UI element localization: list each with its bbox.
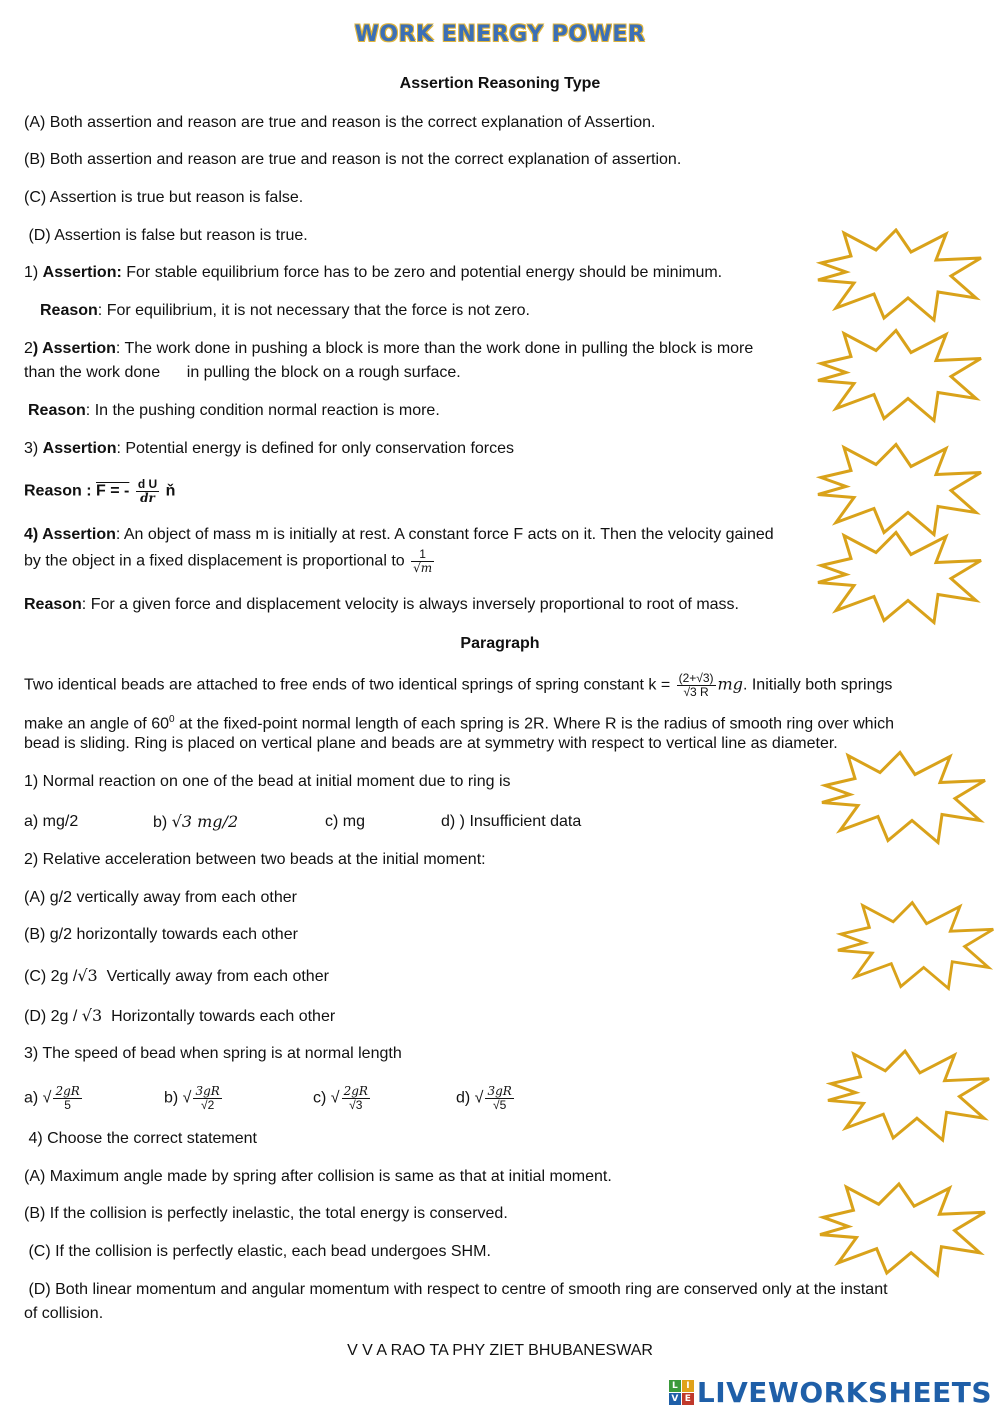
- answer-dropzone-8[interactable]: [818, 1180, 990, 1280]
- option-c: (C) Assertion is true but reason is false.: [24, 189, 304, 206]
- answer-dropzone-7[interactable]: [826, 1046, 994, 1146]
- pq1-option-c: c) mg: [325, 813, 365, 830]
- section-heading: Assertion Reasoning Type: [399, 75, 601, 92]
- answer-dropzone-6[interactable]: [836, 896, 998, 996]
- pq1-option-b: b) √3 mg/2: [153, 812, 239, 831]
- logo-badge-icon: L I V E: [669, 1380, 694, 1405]
- q2-assertion-cont: than the work done in pulling the block on a rough surface.: [24, 364, 461, 381]
- pq4-option-c: (C) If the collision is perfectly elastic, each bead undergoes SHM.: [24, 1243, 491, 1260]
- q3-assertion: 3) Assertion: Potential energy is defined for only conservation forces: [24, 440, 515, 457]
- option-a: (A) Both assertion and reason are true and reason is the correct explanation of Assertion.: [24, 114, 656, 131]
- pq3-question: 3) The speed of bead when spring is at normal length: [24, 1045, 402, 1062]
- paragraph-line-1: Two identical beads are attached to free ends of two identical springs of spring constant k = $\frac{(2+√3)}{√3 R}$ mg. Initially both springs: [24, 671, 893, 699]
- pq2-question: 2) Relative acceleration between two beads at the initial moment:: [24, 851, 486, 868]
- page-title: WORK ENERGY POWER: [354, 22, 646, 47]
- paragraph-heading: Paragraph: [460, 635, 540, 652]
- option-d: (D) Assertion is false but reason is true.: [28, 227, 308, 244]
- pq1-option-a: a) mg/2: [24, 813, 79, 830]
- pq3-option-b: b) √ $\frac{3gR}{√2}$: [164, 1084, 220, 1112]
- q1-reason: Reason: For equilibrium, it is not necessary that the force is not zero.: [40, 302, 530, 319]
- pq2-option-d: (D) 2g / √3 Horizontally towards each other: [24, 1006, 336, 1025]
- pq4-option-d: (D) Both linear momentum and angular momentum with respect to centre of smooth ring are conserved only at the instant: [24, 1281, 888, 1298]
- author-credit: V V A RAO TA PHY ZIET BHUBANESWAR: [347, 1342, 653, 1359]
- pq3-option-c: c) √ $\frac{2gR}{√3}$: [313, 1084, 368, 1112]
- q4-assertion-cont: by the object in a fixed displacement is proportional to $\frac{1}{√m}$: [24, 547, 433, 575]
- answer-dropzone-5[interactable]: [820, 748, 990, 848]
- pq1-question: 1) Normal reaction on one of the bead at initial moment due to ring is: [24, 773, 511, 790]
- pq3-option-a: a) √ $\frac{2gR}{5}$: [24, 1084, 80, 1112]
- pq4-option-a: (A) Maximum angle made by spring after collision is same as that at initial moment.: [24, 1168, 612, 1185]
- q4-reason: Reason: For a given force and displacement velocity is always inversely proportional to root of mass.: [24, 596, 739, 613]
- paragraph-line-3: bead is sliding. Ring is placed on vertical plane and beads are at symmetry with respect to vertical line as diameter.: [24, 735, 838, 752]
- pq4-option-d-cont: of collision.: [24, 1305, 104, 1322]
- option-b: (B) Both assertion and reason are true and reason is not the correct explanation of assertion.: [24, 151, 682, 168]
- q2-assertion: 2) Assertion: The work done in pushing a block is more than the work done in pulling the block is more: [24, 340, 754, 357]
- q3-reason: Reason : F = - $\frac{\text{d U}}{dr}$ ň: [24, 477, 176, 505]
- pq4-question: 4) Choose the correct statement: [24, 1130, 257, 1147]
- answer-dropzone-3[interactable]: [816, 440, 986, 540]
- liveworksheets-logo: [669, 1376, 992, 1409]
- pq2-option-b: (B) g/2 horizontally towards each other: [24, 926, 298, 943]
- pq1-option-d: d) ) Insufficient data: [441, 813, 582, 830]
- q1-assertion: 1) Assertion: For stable equilibrium force has to be zero and potential energy should be minimum.: [24, 264, 723, 281]
- pq2-option-c: (C) 2g /√3 Vertically away from each other: [24, 966, 329, 985]
- answer-dropzone-2[interactable]: [816, 326, 986, 426]
- logo-text: LIVEWORKSHEETS: [696, 1376, 992, 1409]
- pq4-option-b: (B) If the collision is perfectly inelastic, the total energy is conserved.: [24, 1205, 508, 1222]
- paragraph-line-2: make an angle of $60^0$ at the fixed-point normal length of each spring is 2R. Where R is the radius of smooth ring over which: [24, 714, 895, 733]
- q2-reason: Reason: In the pushing condition normal reaction is more.: [28, 402, 440, 419]
- answer-dropzone-4[interactable]: [816, 528, 986, 628]
- pq3-option-d: d) √ $\frac{3gR}{√5}$: [456, 1084, 512, 1112]
- q4-assertion: 4) Assertion: An object of mass m is initially at rest. A constant force F acts on it. Then the velocity gained: [24, 526, 774, 543]
- pq2-option-a: (A) g/2 vertically away from each other: [24, 889, 297, 906]
- answer-dropzone-1[interactable]: [816, 228, 986, 323]
